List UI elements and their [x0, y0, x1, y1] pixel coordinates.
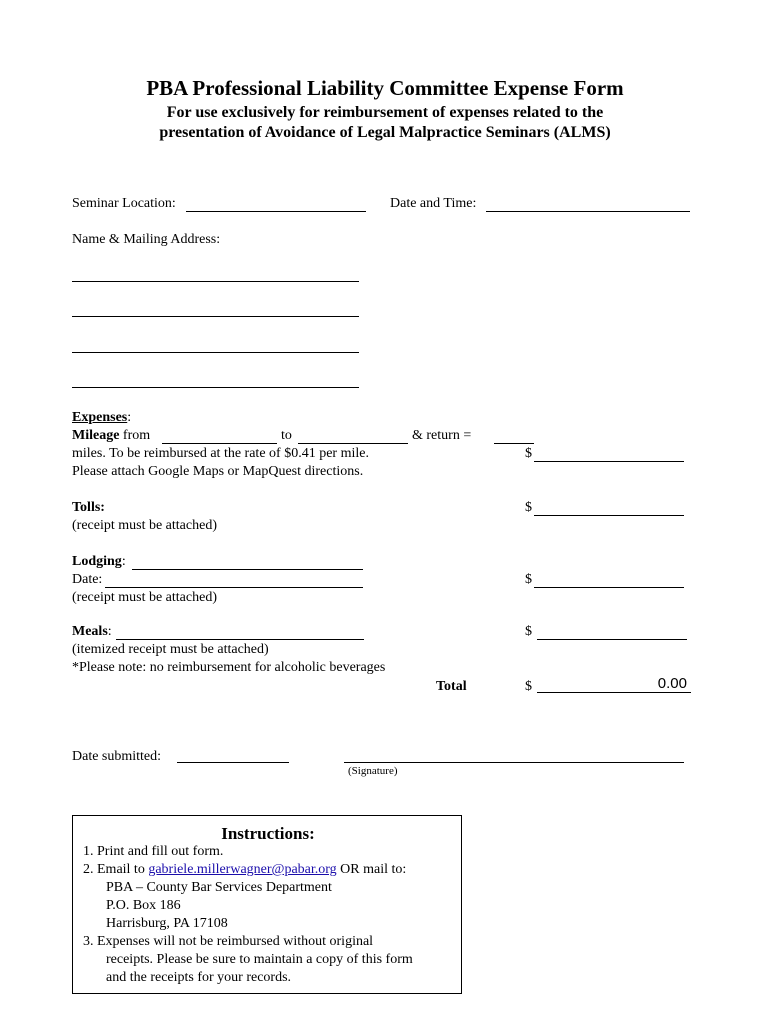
lodging-date-label: Date: — [72, 572, 103, 587]
address-line-2-field[interactable] — [72, 300, 359, 317]
meals-label: Meals — [72, 624, 108, 639]
mileage-row — [72, 427, 150, 445]
expenses-heading-text: Expenses — [72, 410, 128, 425]
total-label: Total — [436, 679, 467, 694]
address-line-3-field[interactable] — [72, 336, 359, 353]
date-submitted-field[interactable] — [177, 746, 289, 763]
expenses-heading — [72, 409, 131, 427]
meals-label-row — [72, 623, 112, 641]
address-city: Harrisburg, PA 17108 — [106, 916, 228, 931]
tolls-dollar-sign: $ — [525, 500, 532, 515]
lodging-colon: : — [121, 554, 126, 569]
signature-label: (Signature) — [348, 765, 398, 777]
mileage-to-field[interactable] — [298, 427, 408, 444]
lodging-note: (receipt must be attached) — [72, 590, 217, 605]
tolls-label: Tolls: — [72, 500, 105, 515]
seminar-location-field[interactable] — [186, 195, 366, 212]
form-subtitle-line1: For use exclusively for reimbursement of expenses related to the — [166, 104, 604, 121]
date-time-field[interactable] — [486, 195, 690, 212]
mileage-from-text: from — [122, 428, 151, 443]
form-title: PBA Professional Liability Committee Expense Form — [146, 76, 624, 100]
instructions-box — [72, 815, 462, 994]
mileage-directions-text: Please attach Google Maps or MapQuest directions. — [72, 464, 364, 479]
instruction-item-3-line2: receipts. Please be sure to maintain a copy of this form — [106, 952, 413, 967]
address-line-1-field[interactable] — [72, 265, 359, 282]
instruction-item-1: 1. Print and fill out form. — [83, 844, 224, 859]
mileage-to-text: to — [281, 428, 292, 443]
mileage-label: Mileage — [72, 428, 120, 443]
lodging-date-field[interactable] — [105, 571, 363, 588]
meals-receipt-note: (itemized receipt must be attached) — [72, 642, 269, 657]
expenses-heading-colon: : — [127, 410, 132, 425]
lodging-label: Lodging — [72, 554, 122, 569]
mileage-dollar-sign: $ — [525, 446, 532, 461]
date-submitted-label: Date submitted: — [72, 749, 162, 764]
lodging-amount-field[interactable] — [534, 571, 684, 588]
meals-amount-field[interactable] — [537, 623, 687, 640]
mileage-amount-field[interactable] — [534, 445, 684, 462]
instruction-item-3-line3: and the receipts for your records. — [106, 970, 292, 985]
total-amount-field[interactable] — [537, 675, 691, 693]
meals-dollar-sign: $ — [525, 624, 532, 639]
name-address-label: Name & Mailing Address: — [72, 232, 221, 247]
lodging-label-row — [72, 553, 126, 571]
lodging-dollar-sign: $ — [525, 572, 532, 587]
instructions-title: Instructions: — [221, 824, 315, 843]
address-po-box: P.O. Box 186 — [106, 898, 181, 913]
seminar-location-label: Seminar Location: — [72, 196, 176, 211]
address-department: PBA – County Bar Services Department — [106, 880, 332, 895]
tolls-note: (receipt must be attached) — [72, 518, 217, 533]
lodging-field[interactable] — [132, 553, 363, 570]
tolls-amount-field[interactable] — [534, 499, 684, 516]
instruction-item-2-suffix: OR mail to: — [336, 862, 407, 877]
total-dollar-sign: $ — [525, 679, 532, 694]
instruction-item-3-line1: 3. Expenses will not be reimbursed without original — [83, 934, 374, 949]
mileage-return-text: & return = — [412, 428, 472, 443]
address-line-4-field[interactable] — [72, 371, 359, 388]
meals-alcohol-note: *Please note: no reimbursement for alcoholic beverages — [72, 660, 386, 675]
mileage-rate-text: miles. To be reimbursed at the rate of $0.41 per mile. — [72, 446, 369, 461]
signature-field[interactable] — [344, 746, 684, 763]
meals-field[interactable] — [116, 623, 364, 640]
mileage-miles-field[interactable] — [494, 427, 534, 444]
instruction-item-2-prefix: 2. Email to — [83, 862, 149, 877]
date-time-label: Date and Time: — [390, 196, 477, 211]
instruction-item-2 — [83, 861, 406, 879]
email-link[interactable]: gabriele.millerwagner@pabar.org — [148, 862, 337, 877]
meals-colon: : — [107, 624, 112, 639]
form-subtitle-line2: presentation of Avoidance of Legal Malpractice Seminars (ALMS) — [159, 124, 611, 141]
mileage-from-field[interactable] — [162, 427, 277, 444]
